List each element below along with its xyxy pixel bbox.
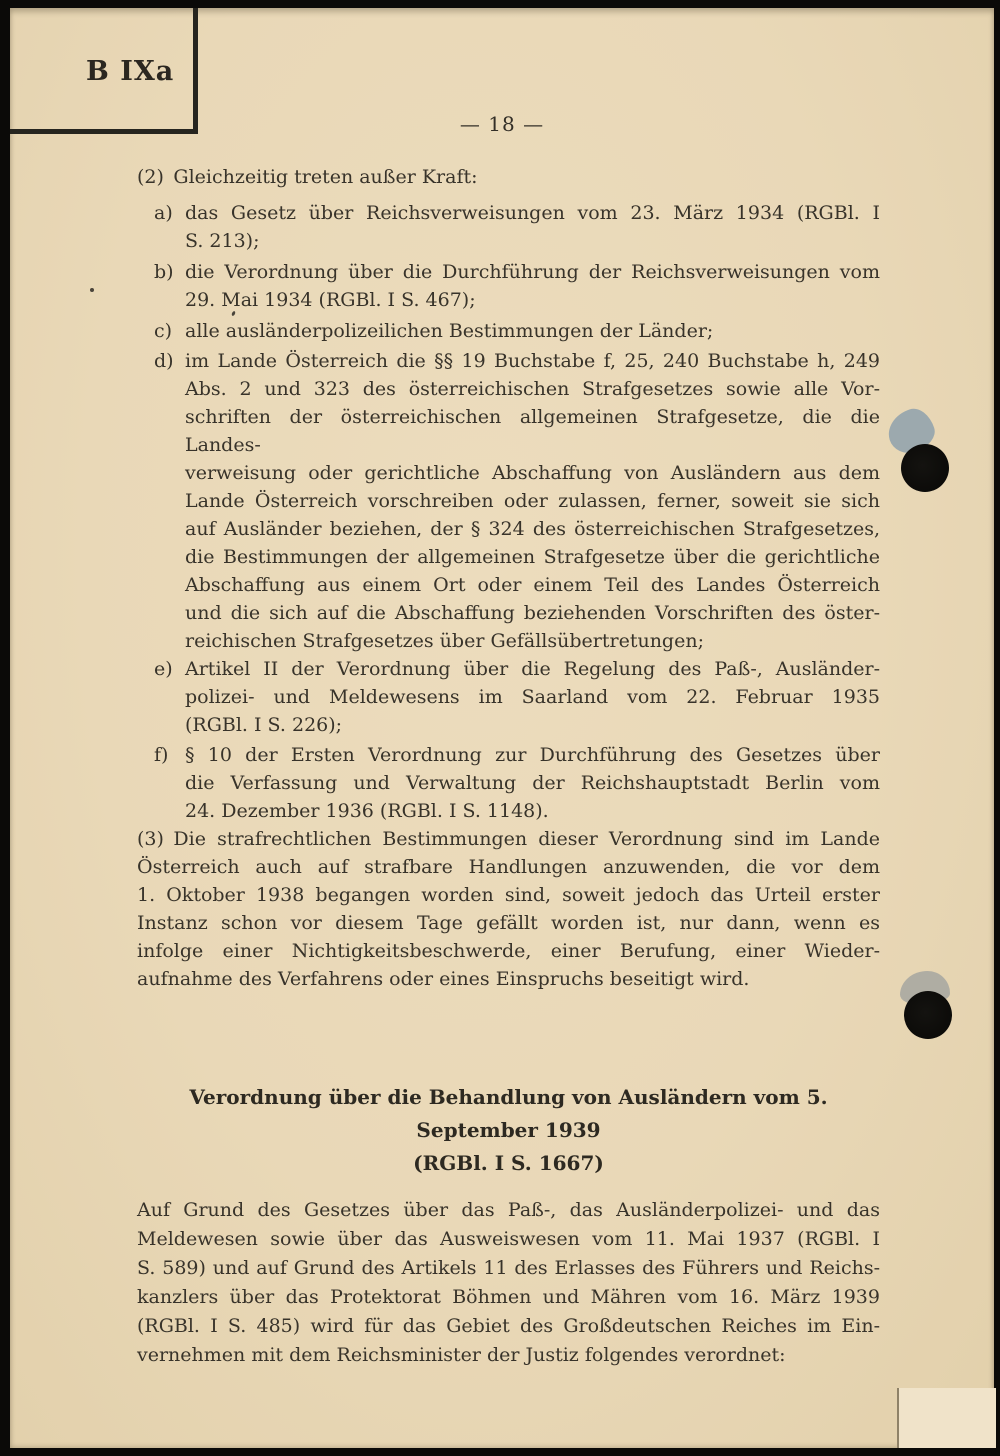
text-line: verweisung oder gerichtliche Abschaffung von Ausländern aus dem	[185, 462, 880, 484]
document-page	[10, 8, 994, 1448]
text-line: schriften der österreichischen allgemeinen Strafgesetze, die die Landes-	[185, 406, 880, 456]
section-heading-line2: (RGBl. I S. 1667)	[413, 1151, 604, 1175]
text-line: die Verfassung und Verwaltung der Reichshauptstadt Berlin vom	[185, 772, 880, 794]
text-line: polizei- und Meldewesens im Saarland vom 22. Februar 1935	[185, 686, 880, 708]
list-item-a	[154, 199, 880, 255]
list-item-f	[154, 741, 880, 825]
text-line: 24. Dezember 1936 (RGBl. I S. 1148).	[185, 800, 549, 822]
text-line: im Lande Österreich die §§ 19 Buchstabe f, 25, 240 Buchstabe h, 249	[185, 350, 880, 372]
text-line: (RGBl. I S. 226);	[185, 714, 343, 736]
text-line: Abschaffung aus einem Ort oder einem Teil des Landes Österreich	[185, 574, 880, 596]
text-line: alle ausländerpolizeilichen Bestimmungen der Länder;	[185, 320, 714, 342]
text-line: Österreich auch auf strafbare Handlungen anzuwenden, die vor dem	[137, 856, 880, 878]
list-item-b	[154, 258, 880, 314]
underlying-page-edge	[897, 1388, 996, 1448]
text-line: Auf Grund des Gesetzes über das Paß-, das Ausländerpolizei- und das	[137, 1199, 880, 1221]
text-line: S. 213);	[185, 230, 260, 252]
text-line: 29. Mai 1934 (RGBl. I S. 467);	[185, 289, 476, 311]
list-item-e	[154, 655, 880, 739]
list-item-label: d)	[154, 350, 174, 372]
text-line: und die sich auf die Abschaffung beziehenden Vorschriften des öster-	[185, 602, 880, 624]
text-line: Abs. 2 und 323 des österreichischen Strafgesetzes sowie alle Vor-	[185, 378, 880, 400]
text-line: infolge einer Nichtigkeitsbeschwerde, einer Berufung, einer Wieder-	[137, 940, 880, 962]
ink-speck	[90, 288, 94, 292]
text-line: reichischen Strafgesetzes über Gefällsübertretungen;	[185, 630, 704, 652]
text-line: auf Ausländer beziehen, der § 324 des österreichischen Strafgesetzes,	[185, 518, 880, 540]
text-line: aufnahme des Verfahrens oder eines Einspruchs beseitigt wird.	[137, 968, 750, 990]
text-line: Meldewesen sowie über das Ausweiswesen vom 11. Mai 1937 (RGBl. I	[137, 1228, 880, 1250]
classification-label: B IXa	[86, 56, 175, 87]
section-heading	[137, 1081, 880, 1180]
paragraph-3	[137, 825, 880, 993]
page-number: — 18 —	[459, 112, 545, 136]
punch-hole	[901, 444, 949, 492]
text-line: (3) Die strafrechtlichen Bestimmungen dieser Verordnung sind im Lande	[137, 828, 880, 850]
text-line: 1. Oktober 1938 begangen worden sind, soweit jedoch das Urteil erster	[137, 884, 880, 906]
list-item-label: a)	[154, 202, 173, 224]
text-column	[137, 8, 880, 1370]
text-line: Artikel II der Verordnung über die Regelung des Paß-, Ausländer-	[185, 658, 880, 680]
list-item-label: e)	[154, 658, 173, 680]
text-line: die Bestimmungen der allgemeinen Strafgesetze über die gerichtliche	[185, 546, 880, 568]
list-item-d	[154, 347, 880, 655]
list-item-c	[154, 317, 880, 345]
text-line: Instanz schon vor diesem Tage gefällt worden ist, nur dann, wenn es	[137, 912, 880, 934]
text-line: die Verordnung über die Durchführung der Reichsverweisungen vom	[185, 261, 880, 283]
paragraph-preamble	[137, 1196, 880, 1370]
text-line: (RGBl. I S. 485) wird für das Gebiet des Großdeutschen Reiches im Ein-	[137, 1315, 880, 1337]
text-line: Lande Österreich vorschreiben oder zulassen, ferner, soweit sie sich	[185, 490, 880, 512]
list-item-label: f)	[154, 744, 169, 766]
text-line: vernehmen mit dem Reichsminister der Justiz folgendes verordnet:	[137, 1344, 786, 1366]
text-line: kanzlers über das Protektorat Böhmen und Mähren vom 16. März 1939	[137, 1286, 880, 1308]
section-heading-line1: Verordnung über die Behandlung von Ausländern vom 5. September 1939	[189, 1085, 828, 1142]
punch-hole	[904, 991, 952, 1039]
list-item-label: b)	[154, 261, 174, 283]
text-line: S. 589) und auf Grund des Artikels 11 des Erlasses des Führers und Reichs-	[137, 1257, 880, 1279]
text-line: § 10 der Ersten Verordnung zur Durchführung des Gesetzes über	[185, 744, 880, 766]
text-line: das Gesetz über Reichsverweisungen vom 23. März 1934 (RGBl. I	[185, 202, 880, 224]
paragraph-2-intro: (2) Gleichzeitig treten außer Kraft:	[137, 166, 478, 188]
list-item-label: c)	[154, 320, 173, 342]
